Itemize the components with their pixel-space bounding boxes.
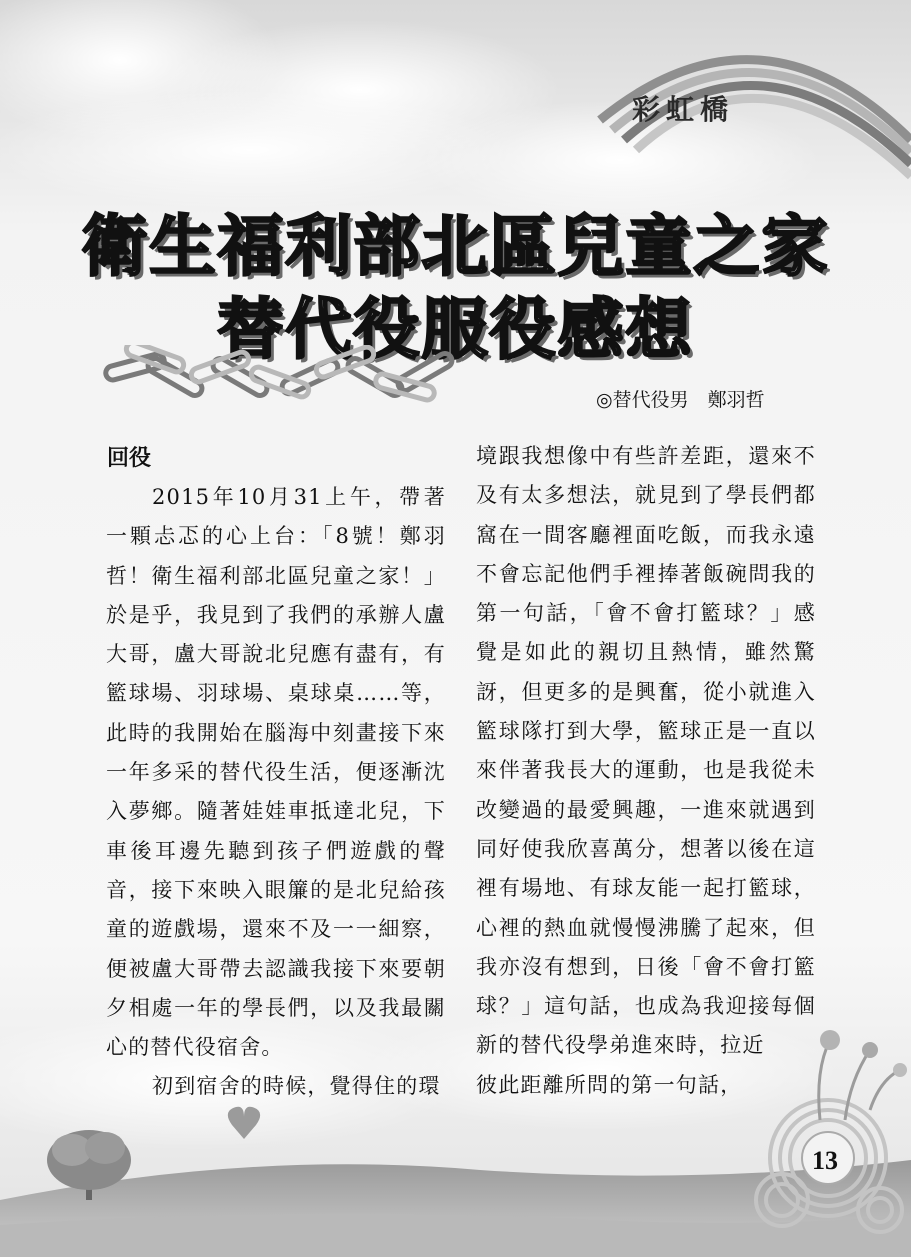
paragraph: 境跟我想像中有些許差距，還來不及有太多想法，就見到了學長們都窩在一間客廳裡面吃飯，而我永遠不會忘記他們手裡捧著飯碗問我的第一句話，「會不會打籃球？」感覺是如此的親切且熱情，雖然驚訝，但更多的是興奮，從小就進入籃球隊打到大學，籃球正是一直以來伴著我長大的運動，也是我從未改變過的最愛興趣，一進來就遇到同好使我欣喜萬分，想著以後在這裡有場地、有球友能一起打籃球，心裡的熱血就慢慢沸騰了起來，但我亦沒有想到，日後「會不會打籃球？」這句話，也成為我迎接每個新的替代役學弟進來時，拉近 <box>476 444 816 1058</box>
section-heading: 回役 <box>107 446 152 471</box>
paragraph: 彼此距離所問的第一句話， <box>476 1072 743 1097</box>
paragraph: 初到宿舍的時候，覺得住的環 <box>152 1074 441 1099</box>
section-label: 彩虹橋 <box>632 93 735 126</box>
article-column-left <box>106 478 446 1107</box>
page-number: 13 <box>812 1146 838 1175</box>
article-title-line-1: 衛生福利部北區兒童之家 <box>81 208 830 285</box>
paragraph: 2015年10月31上午，帶著一顆忐忑的心上台：「8號！鄭羽哲！衛生福利部北區兒童之家！」於是乎，我見到了我們的承辦人盧大哥，盧大哥說北兒應有盡有，有籃球場、羽球場、桌球桌……等，此時的我開始在腦海中刻畫接下來一年多采的替代役生活，便逐漸沈入夢鄉。隨著娃娃車抵達北兒，下車後耳邊先聽到孩子們遊戲的聲音，接下來映入眼簾的是北兒給孩童的遊戲場，還來不及一一細察，便被盧大哥帶去認識我接下來要朝夕相處一年的學長們，以及我最關心的替代役宿舍。 <box>106 485 446 1060</box>
article-title-line-2: 替代役服役感想 <box>217 291 694 368</box>
paperclip-decoration-icon <box>100 345 460 415</box>
author-byline: ◎替代役男 鄭羽哲 <box>596 389 765 411</box>
article-column-right <box>476 437 816 1105</box>
